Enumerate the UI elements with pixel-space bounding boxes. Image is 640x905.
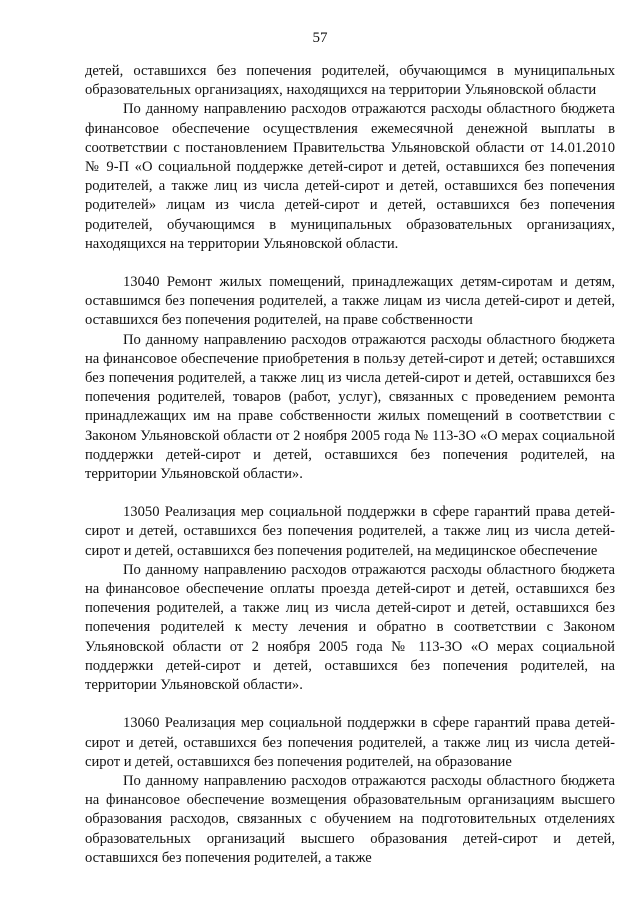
paragraph-continuation: детей, оставшихся без попечения родителей, обучающимся в муниципальных образовательных организациях, находящихся на территории Ульяновской области: [85, 63, 615, 99]
paragraph-expense-description: По данному направлению расходов отражаются расходы областного бюджета на финансовое обеспечение возмещения образовательным организациям высшего образования расходов, связанных с обучением на подготовительных отделениях образовательных организаций высшего образования детей-сирот и детей, оставшихся без попечения родителей, а также: [85, 772, 615, 866]
section-heading-13060: 13060 Реализация мер социальной поддержки в сфере гарантий права детей-сирот и детей, оставшихся без попечения родителей, а также лиц из числа детей-сирот и детей, оставшихся без попечения родителей, на образование: [85, 715, 615, 770]
page-number: 57: [312, 30, 328, 46]
section-heading-13050: 13050 Реализация мер социальной поддержки в сфере гарантий права детей-сирот и детей, оставшихся без попечения родителей, а также лиц из числа детей-сирот и детей, оставшихся без попечения родителей, на медицинское обеспечение: [85, 504, 615, 559]
section-heading-13040: 13040 Ремонт жилых помещений, принадлежащих детям-сиротам и детям, оставшимся без попечения родителей, а также лицам из числа детей-сирот и детей, оставшихся без попечения родителей, на праве собственности: [85, 274, 615, 329]
paragraph-expense-description: По данному направлению расходов отражаются расходы областного бюджета финансовое обеспечение осуществления ежемесячной денежной выплаты в соответствии с постановлением Правительства Ульяновской области от 14.01.2010 № 9-П «О социальной поддержке детей-сирот и детей, оставшихся без попечения родителей, а также лиц из числа детей-сирот и детей, оставшихся без попечения родителей» лицам из числа детей-сирот и детей, оставшихся без попечения родителей, обучающимся в муниципальных образовательных организациях, находящихся на территории Ульяновской области.: [85, 101, 615, 252]
document-body: [85, 62, 615, 868]
paragraph-expense-description: По данному направлению расходов отражаются расходы областного бюджета на финансовое обеспечение приобретения в пользу детей-сирот и детей; оставшихся без попечения родителей, а также лиц из числа детей-сирот и детей, оставшихся без попечения родителей, товаров (работ, услуг), связанных с проведением ремонта принадлежащих им на праве собственности жилых помещений в соответствии с Законом Ульяновской области от 2 ноября 2005 года № 113-ЗО «О мерах социальной поддержки детей-сирот и детей, оставшихся без попечения родителей, на территории Ульяновской области».: [85, 331, 615, 483]
paragraph-expense-description: По данному направлению расходов отражаются расходы областного бюджета на финансовое обеспечение оплаты проезда детей-сирот и детей, оставшихся без попечения родителей, а также лиц из числа детей-сирот и детей, оставшихся без попечения родителей к месту лечения и обратно в соответствии с Законом Ульяновской области от 2 ноября 2005 года № 113-ЗО «О мерах социальной поддержки детей-сирот и детей, оставшихся без попечения родителей, на территории Ульяновской области».: [85, 561, 615, 694]
